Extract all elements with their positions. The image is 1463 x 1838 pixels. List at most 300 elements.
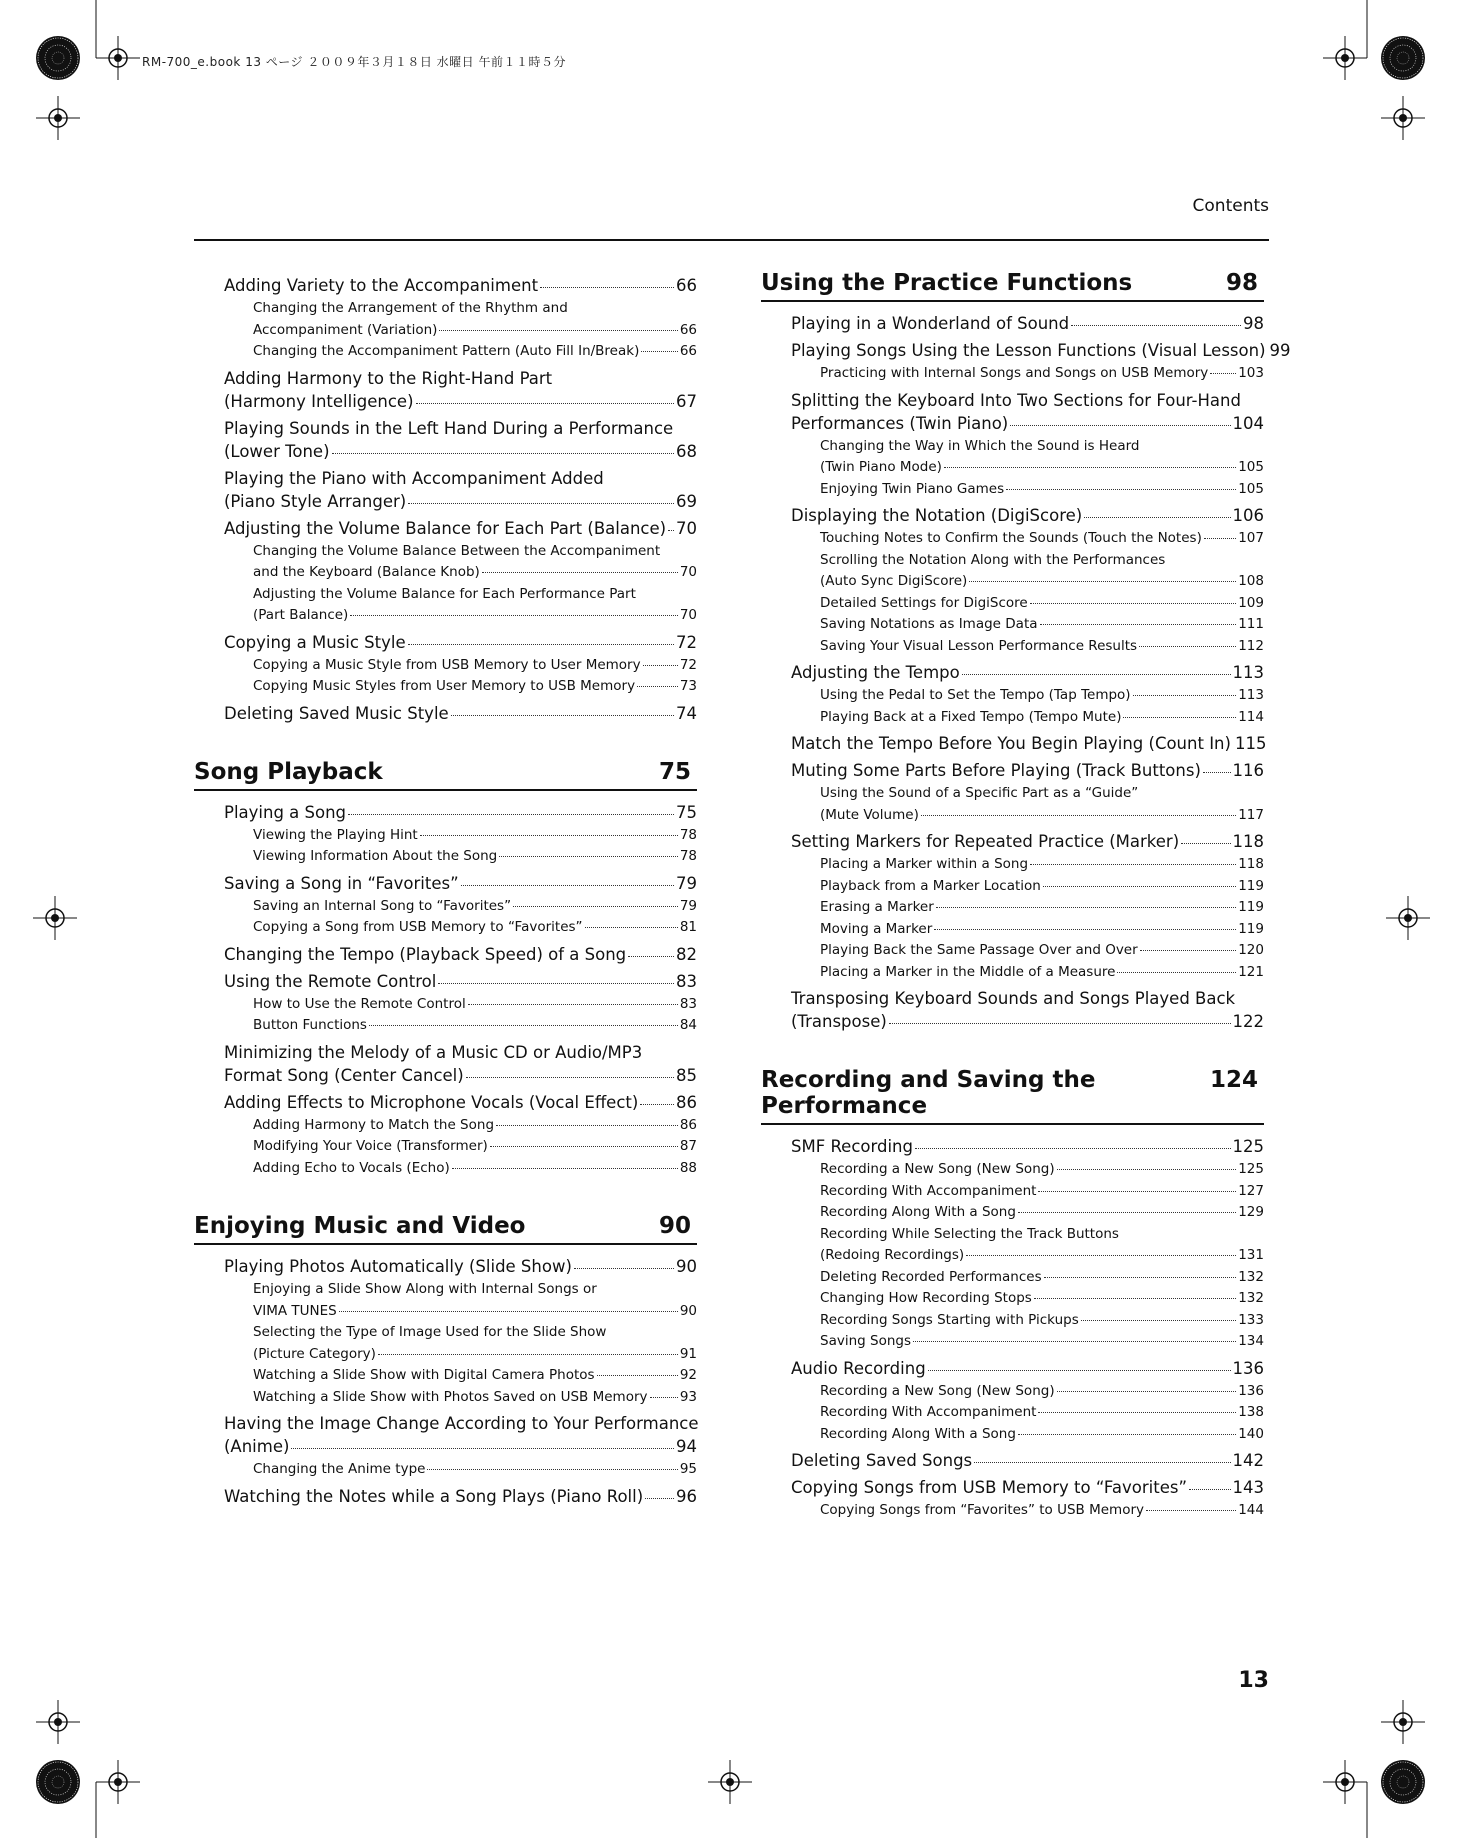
toc-subentry[interactable] xyxy=(253,994,697,1016)
entry-title-line1: Adding Harmony to the Right-Hand Part xyxy=(224,368,553,388)
toc-column-left xyxy=(194,270,697,1522)
entry-page: 73 xyxy=(679,678,697,694)
toc-entry[interactable] xyxy=(224,1485,697,1508)
leader-dots xyxy=(645,1498,674,1499)
entry-line xyxy=(253,605,697,627)
section-page: 75 xyxy=(658,758,691,785)
leader-dots xyxy=(1006,489,1236,490)
leader-dots xyxy=(944,467,1236,468)
toc-subentry[interactable] xyxy=(820,1224,1264,1267)
entry-page: 83 xyxy=(676,971,697,991)
toc-subentry[interactable] xyxy=(820,636,1264,658)
toc-subentry[interactable] xyxy=(253,1322,697,1365)
toc-subentry[interactable] xyxy=(253,1387,697,1409)
leader-dots xyxy=(1038,1412,1236,1413)
entry-line xyxy=(253,1365,697,1387)
entry-page: 85 xyxy=(676,1065,697,1085)
leader-dots xyxy=(574,1268,674,1269)
entry-title: Saving Notations as Image Data xyxy=(820,616,1038,632)
entry-title: Recording Along With a Song xyxy=(820,1425,1016,1442)
toc-subentry[interactable] xyxy=(820,1424,1264,1446)
entry-title: Using the Pedal to Set the Tempo (Tap Tempo) xyxy=(820,687,1131,703)
section-heading[interactable] xyxy=(194,759,697,791)
entry-title-line1: Changing the Way in Which the Sound is Heard xyxy=(820,437,1140,454)
entry-line xyxy=(820,919,1264,941)
entry-line xyxy=(820,940,1264,962)
entry-page: 120 xyxy=(1238,942,1264,958)
toc-subentry[interactable] xyxy=(820,363,1264,385)
entry-line xyxy=(253,320,697,342)
entry-line xyxy=(791,732,1267,755)
entry-page: 119 xyxy=(1238,899,1264,915)
section-heading[interactable] xyxy=(761,1067,1264,1125)
leader-dots xyxy=(640,1104,674,1105)
leader-dots xyxy=(1133,695,1237,696)
entry-line xyxy=(253,917,697,939)
entry-title: Changing the Tempo (Playback Speed) of a Song xyxy=(224,944,627,964)
entry-line xyxy=(253,1158,697,1180)
entry-title: Playing a Song xyxy=(224,802,347,822)
toc-subentry[interactable] xyxy=(820,962,1264,984)
toc-subentry[interactable] xyxy=(820,940,1264,962)
entry-page: 104 xyxy=(1232,413,1264,433)
entry-title-line1: Recording While Selecting the Track Buttons xyxy=(820,1225,1119,1242)
entry-line xyxy=(253,994,697,1016)
entry-title: Detailed Settings for DigiScore xyxy=(820,594,1028,611)
entry-line xyxy=(820,1267,1264,1289)
toc-subentry[interactable] xyxy=(820,1402,1264,1424)
toc-entry[interactable] xyxy=(791,1476,1264,1499)
entry-line xyxy=(791,661,1264,684)
entry-title: Adding Variety to the Accompaniment xyxy=(224,276,539,295)
toc-entry[interactable] xyxy=(224,417,697,463)
entry-page: 107 xyxy=(1238,530,1264,546)
leader-dots xyxy=(1030,603,1236,604)
leader-dots xyxy=(408,644,674,645)
entry-title: Copying a Song from USB Memory to “Favorites” xyxy=(253,919,583,935)
entry-line xyxy=(791,339,1291,362)
entry-page: 144 xyxy=(1238,1502,1264,1518)
entry-line xyxy=(791,759,1264,782)
toc-subentry[interactable] xyxy=(253,896,697,918)
entry-page: 106 xyxy=(1232,506,1264,525)
toc-subentry[interactable] xyxy=(820,783,1264,826)
entry-title: Copying Songs from “Favorites” to USB Memory xyxy=(820,1502,1144,1518)
entry-title: Adjusting the Tempo xyxy=(791,663,960,682)
section-heading[interactable] xyxy=(194,1213,697,1245)
leader-dots xyxy=(1181,843,1230,844)
toc-subentry[interactable] xyxy=(820,707,1264,729)
entry-line xyxy=(820,528,1264,550)
entry-page: 78 xyxy=(679,848,697,864)
entry-page: 88 xyxy=(679,1159,697,1176)
entry-title: (Part Balance) xyxy=(253,607,349,623)
entry-line xyxy=(253,676,697,698)
entry-page: 136 xyxy=(1232,1358,1264,1378)
entry-title: (Transpose) xyxy=(791,1012,887,1031)
toc-subentry[interactable] xyxy=(820,1181,1264,1203)
leader-dots xyxy=(416,403,674,404)
leader-dots xyxy=(420,835,678,836)
toc-subentry[interactable] xyxy=(820,1381,1264,1403)
leader-dots xyxy=(378,1354,678,1355)
entry-title: Viewing the Playing Hint xyxy=(253,826,418,843)
toc-subentry[interactable] xyxy=(253,1365,697,1387)
toc-subentry[interactable] xyxy=(820,436,1264,479)
entry-page: 81 xyxy=(679,919,697,935)
entry-page: 113 xyxy=(1232,663,1264,682)
leader-dots xyxy=(962,674,1231,675)
entry-line xyxy=(253,896,697,918)
entry-page: 95 xyxy=(679,1461,697,1477)
leader-dots xyxy=(513,906,678,907)
entry-page: 94 xyxy=(676,1437,697,1456)
entry-line xyxy=(820,1310,1264,1332)
toc-subentry[interactable] xyxy=(253,825,697,847)
toc-subentry[interactable] xyxy=(253,298,697,341)
toc-entry[interactable] xyxy=(224,702,697,725)
toc-entry[interactable] xyxy=(224,1041,697,1087)
toc-subentry[interactable] xyxy=(253,655,697,677)
toc-subentry[interactable] xyxy=(820,1500,1264,1522)
entry-title: Practicing with Internal Songs and Songs on USB Memory xyxy=(820,365,1209,381)
toc-subentry[interactable] xyxy=(253,1115,697,1137)
bottom-left-star-mark xyxy=(36,1760,80,1804)
leader-dots xyxy=(348,814,674,815)
entry-line xyxy=(820,1181,1264,1203)
leader-dots xyxy=(974,1462,1230,1463)
leader-dots xyxy=(928,1370,1231,1371)
entry-title: Displaying the Notation (DigiScore) xyxy=(791,506,1083,525)
toc-section xyxy=(761,1067,1264,1522)
toc-entry[interactable] xyxy=(791,1135,1264,1158)
entry-page: 122 xyxy=(1232,1012,1264,1031)
entry-page: 109 xyxy=(1238,594,1264,611)
leader-dots xyxy=(332,453,674,454)
entry-line xyxy=(820,571,1264,593)
toc-subentry[interactable] xyxy=(253,1015,697,1037)
entry-title: Deleting Recorded Performances xyxy=(820,1268,1042,1285)
entry-title: (Harmony Intelligence) xyxy=(224,391,414,411)
entry-line xyxy=(253,1115,697,1137)
entry-title-line1: Playing the Piano with Accompaniment Added xyxy=(224,468,604,488)
entry-line xyxy=(224,1485,697,1508)
entry-line xyxy=(253,1301,697,1323)
entry-line xyxy=(820,593,1264,615)
entry-title: Recording Along With a Song xyxy=(820,1204,1016,1220)
entry-line xyxy=(820,1245,1264,1267)
toc-subentry[interactable] xyxy=(253,341,697,363)
toc-entry[interactable] xyxy=(791,312,1264,335)
entry-page: 121 xyxy=(1238,963,1264,980)
leader-dots xyxy=(408,503,674,504)
entry-line xyxy=(791,1010,1264,1033)
leader-dots xyxy=(1117,972,1236,973)
entry-title: Recording With Accompaniment xyxy=(820,1182,1037,1199)
entry-line xyxy=(820,1202,1264,1224)
entry-line xyxy=(820,707,1264,729)
entry-title-line1: Minimizing the Melody of a Music CD or Audio/MP3 xyxy=(224,1042,643,1062)
toc-subentry[interactable] xyxy=(820,876,1264,898)
entry-page: 70 xyxy=(679,607,697,623)
entry-title-line1: Changing the Arrangement of the Rhythm and xyxy=(253,300,568,316)
section-heading[interactable] xyxy=(761,270,1264,302)
toc-entry[interactable] xyxy=(224,367,697,413)
entry-line xyxy=(224,970,697,993)
leader-dots xyxy=(1071,325,1241,326)
entry-title: Saving a Song in “Favorites” xyxy=(224,873,459,893)
entry-page: 118 xyxy=(1232,832,1264,851)
entry-title: Copying a Music Style xyxy=(224,632,406,652)
toc-subentry[interactable] xyxy=(253,676,697,698)
entry-line xyxy=(791,1135,1264,1158)
toc-subentry[interactable] xyxy=(820,1310,1264,1332)
entry-title: Match the Tempo Before You Begin Playing (Count In) xyxy=(791,734,1231,753)
entry-page: 96 xyxy=(676,1486,697,1506)
entry-page: 114 xyxy=(1238,708,1264,725)
leader-dots xyxy=(461,885,674,886)
entry-line xyxy=(791,312,1264,335)
entry-title: and the Keyboard (Balance Knob) xyxy=(253,564,480,580)
entry-page: 125 xyxy=(1238,1161,1264,1177)
toc-subentry[interactable] xyxy=(820,897,1264,919)
toc-subentry[interactable] xyxy=(253,846,697,868)
entry-title: Copying a Music Style from USB Memory to User Memory xyxy=(253,656,641,673)
entry-page: 125 xyxy=(1232,1137,1264,1156)
leader-dots xyxy=(934,929,1236,930)
entry-line xyxy=(224,631,697,654)
section-page: 124 xyxy=(1209,1067,1258,1093)
toc-entry[interactable] xyxy=(791,389,1264,435)
toc-entry[interactable] xyxy=(791,1357,1264,1380)
entry-title: Playback from a Marker Location xyxy=(820,877,1041,894)
entry-title: (Picture Category) xyxy=(253,1345,376,1362)
entry-title: Changing How Recording Stops xyxy=(820,1290,1032,1306)
entry-page: 134 xyxy=(1238,1333,1264,1349)
entry-title: Saving Songs xyxy=(820,1333,911,1349)
entry-line xyxy=(224,702,697,725)
toc-subentry[interactable] xyxy=(820,854,1264,876)
leader-dots xyxy=(339,1311,678,1312)
toc-subentry[interactable] xyxy=(820,593,1264,615)
entry-line xyxy=(820,1402,1264,1424)
toc-subentry[interactable] xyxy=(820,919,1264,941)
entry-page: 72 xyxy=(679,656,697,673)
leader-dots xyxy=(1084,517,1230,518)
entry-page: 112 xyxy=(1238,637,1264,654)
toc-subentry[interactable] xyxy=(820,1288,1264,1310)
leader-dots xyxy=(915,1148,1231,1149)
toc-entry[interactable] xyxy=(791,1449,1264,1472)
top-right-star-mark xyxy=(1381,36,1425,80)
entry-title-line1: Changing the Volume Balance Between the Accompaniment xyxy=(253,542,661,559)
entry-page: 66 xyxy=(679,343,697,359)
toc-entry[interactable] xyxy=(791,504,1264,527)
entry-title: Copying Music Styles from User Memory to USB Memory xyxy=(253,678,636,694)
leader-dots xyxy=(490,1146,678,1147)
entry-title: Viewing Information About the Song xyxy=(253,848,498,864)
toc-subentry[interactable] xyxy=(253,1158,697,1180)
entry-title-line1: Selecting the Type of Image Used for the Slide Show xyxy=(253,1324,607,1340)
leader-dots xyxy=(499,856,678,857)
toc-column-right xyxy=(761,270,1291,1536)
entry-title: Modifying Your Voice (Transformer) xyxy=(253,1138,488,1154)
entry-page: 142 xyxy=(1232,1451,1264,1470)
entry-title-line1: Enjoying a Slide Show Along with Internal Songs or xyxy=(253,1281,597,1297)
entry-title: (Lower Tone) xyxy=(224,441,330,461)
section-title: Using the Practice Functions xyxy=(761,270,1133,296)
leader-dots xyxy=(1040,624,1237,625)
entry-line xyxy=(820,805,1264,827)
leader-dots xyxy=(628,956,674,957)
entry-page: 67 xyxy=(676,391,697,411)
leader-dots xyxy=(1189,1489,1231,1490)
toc-subentry[interactable] xyxy=(253,584,697,627)
entry-line xyxy=(820,962,1264,984)
toc-entry[interactable] xyxy=(791,759,1264,782)
entry-page: 70 xyxy=(679,564,697,580)
leader-dots xyxy=(1146,1510,1236,1511)
entry-page: 119 xyxy=(1238,920,1264,937)
toc-entry[interactable] xyxy=(224,517,697,540)
leader-dots xyxy=(540,287,674,288)
entry-line xyxy=(820,1381,1264,1403)
toc-subentry[interactable] xyxy=(820,1159,1264,1181)
entry-title: (Anime) xyxy=(224,1437,290,1456)
toc-entry[interactable] xyxy=(224,1412,697,1458)
entry-title: Playing Back the Same Passage Over and Over xyxy=(820,942,1138,958)
toc-entry[interactable] xyxy=(791,339,1291,362)
entry-title: SMF Recording xyxy=(791,1137,913,1156)
entry-page: 111 xyxy=(1238,616,1264,632)
entry-line xyxy=(820,1331,1264,1353)
toc-subentry[interactable] xyxy=(820,1331,1264,1353)
leader-dots xyxy=(889,1023,1231,1024)
toc-section xyxy=(194,274,697,725)
entry-line xyxy=(224,440,697,463)
entry-line xyxy=(820,854,1264,876)
entry-line xyxy=(253,825,697,847)
toc-subentry[interactable] xyxy=(820,528,1264,550)
toc-subentry[interactable] xyxy=(820,479,1264,501)
leader-dots xyxy=(1030,864,1236,865)
entry-title: (Twin Piano Mode) xyxy=(820,459,942,475)
entry-title: Recording Songs Starting with Pickups xyxy=(820,1311,1079,1328)
entry-page: 143 xyxy=(1232,1478,1264,1497)
toc-subentry[interactable] xyxy=(820,685,1264,707)
entry-title: Adjusting the Volume Balance for Each Part (Balance) xyxy=(224,518,667,538)
toc-subentry[interactable] xyxy=(253,1279,697,1322)
entry-line xyxy=(253,1387,697,1409)
entry-line xyxy=(253,1459,697,1481)
entry-line xyxy=(253,1015,697,1037)
entry-title: Setting Markers for Repeated Practice (Marker) xyxy=(791,832,1180,851)
toc-entry[interactable] xyxy=(791,830,1264,853)
entry-title: Watching the Notes while a Song Plays (Piano Roll) xyxy=(224,1486,644,1506)
leader-dots xyxy=(1204,538,1236,539)
toc-entry[interactable] xyxy=(224,467,697,513)
section-title: Song Playback xyxy=(194,758,383,785)
toc-entry[interactable] xyxy=(224,1091,697,1114)
leader-dots xyxy=(913,1341,1236,1342)
leader-dots xyxy=(369,1025,678,1026)
leader-dots xyxy=(1057,1169,1237,1170)
toc-subentry[interactable] xyxy=(820,1267,1264,1289)
entry-page: 115 xyxy=(1234,734,1267,753)
toc-entry[interactable] xyxy=(224,274,697,297)
entry-line xyxy=(791,504,1264,527)
entry-title-line1: Scrolling the Notation Along with the Performances xyxy=(820,551,1166,568)
leader-dots xyxy=(1038,1191,1236,1192)
entry-title: Changing the Accompaniment Pattern (Auto Fill In/Break) xyxy=(253,343,640,359)
toc-subentry[interactable] xyxy=(820,550,1264,593)
toc-subentry[interactable] xyxy=(253,1459,697,1481)
entry-title: Moving a Marker xyxy=(820,920,933,937)
entry-title: Playing Back at a Fixed Tempo (Tempo Mute) xyxy=(820,708,1122,725)
entry-title: Button Functions xyxy=(253,1017,367,1033)
entry-line xyxy=(224,1064,697,1087)
toc-subentry[interactable] xyxy=(253,1136,697,1158)
leader-dots xyxy=(1018,1212,1236,1213)
toc-subentry[interactable] xyxy=(253,917,697,939)
toc-entry[interactable] xyxy=(791,732,1267,755)
entry-page: 84 xyxy=(679,1017,697,1033)
leader-dots xyxy=(1018,1434,1236,1435)
top-left-star-mark xyxy=(36,36,80,80)
entry-page: 83 xyxy=(679,995,697,1012)
running-header: Contents xyxy=(1192,196,1269,216)
leader-dots xyxy=(921,815,1236,816)
entry-title: Playing in a Wonderland of Sound xyxy=(791,314,1070,333)
toc-subentry[interactable] xyxy=(253,541,697,584)
page-number: 13 xyxy=(1238,1668,1269,1693)
entry-page: 131 xyxy=(1238,1247,1264,1263)
toc-section xyxy=(194,1213,697,1508)
entry-title: Watching a Slide Show with Digital Camera Photos xyxy=(253,1367,595,1383)
leader-dots xyxy=(585,927,678,928)
toc-entry[interactable] xyxy=(791,987,1264,1033)
entry-page: 90 xyxy=(676,1257,697,1276)
entry-title: Recording With Accompaniment xyxy=(820,1404,1037,1420)
entry-page: 132 xyxy=(1238,1268,1264,1285)
toc-subentry[interactable] xyxy=(820,614,1264,636)
toc-entry[interactable] xyxy=(791,661,1264,684)
toc-entry[interactable] xyxy=(224,943,697,966)
toc-entry[interactable] xyxy=(224,801,697,824)
entry-page: 74 xyxy=(676,703,697,723)
entry-page: 69 xyxy=(676,491,697,511)
entry-page: 136 xyxy=(1238,1382,1264,1399)
entry-page: 133 xyxy=(1238,1311,1264,1328)
toc-entry[interactable] xyxy=(224,970,697,993)
leader-dots xyxy=(350,615,677,616)
leader-dots xyxy=(1044,1277,1237,1278)
entry-page: 105 xyxy=(1238,480,1264,497)
toc-entry[interactable] xyxy=(224,872,697,895)
toc-entry[interactable] xyxy=(224,1255,697,1278)
entry-title: Recording a New Song (New Song) xyxy=(820,1161,1055,1177)
entry-page: 98 xyxy=(1243,314,1264,333)
entry-title: Saving an Internal Song to “Favorites” xyxy=(253,897,512,914)
leader-dots xyxy=(466,1077,674,1078)
toc-section xyxy=(761,270,1291,1033)
entry-page: 78 xyxy=(679,826,697,843)
entry-title: Adding Harmony to Match the Song xyxy=(253,1116,495,1133)
section-title: Enjoying Music and Video xyxy=(194,1213,526,1239)
entry-title: Watching a Slide Show with Photos Saved on USB Memory xyxy=(253,1388,648,1405)
toc-subentry[interactable] xyxy=(820,1202,1264,1224)
toc-entry[interactable] xyxy=(224,631,697,654)
